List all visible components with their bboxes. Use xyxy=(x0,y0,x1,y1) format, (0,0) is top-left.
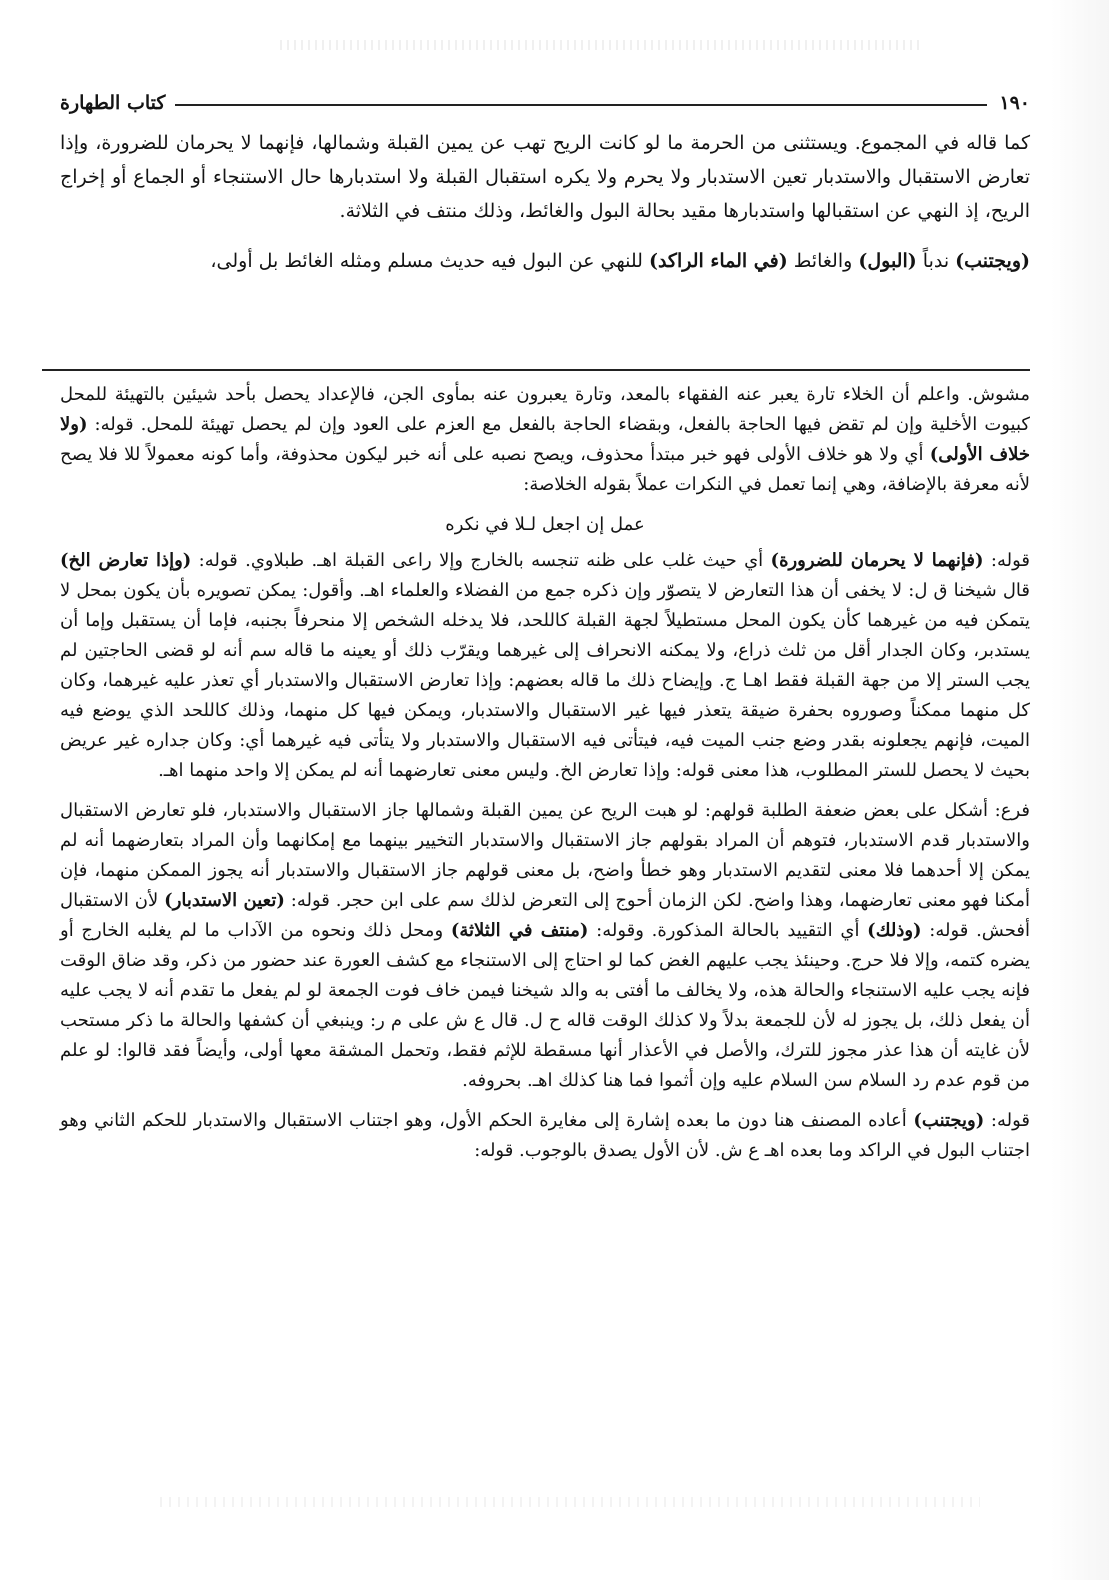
text-run: قال شيخنا ق ل: لا يخفى أن هذا التعارض لا يتصوّر وإن ذكره جمع من الفضلاء والعلماء اهـ. وأقول: يمكن تصويره بأن يكون بمحل لا يتمكن فيه من غيرهما كأن يكون المحل مستطيلاً لجهة القبلة كاللحد، فلا يدخله الشخص إلا منحرفاً بجنبه، فإما أن يستقبل وإما أن يستدبر، وكان الجدار أقل من ثلث ذراع، ولا يمكنه الانحراف إلى غيرهما ويقرّب ذلك أو يعينه ما قاله سم أنه لو قضى الحاجتين لم يجب الستر إلا من جهة القبلة فقط اهـا ج. وإيضاح ذلك ما قاله بعضهم: وإذا تعارض الاستقبال والاستدبار أي تعذر عليه غيرهما، وكان كل منهما ممكناً وصوروه بحفرة ضيقة يتعذر فيها غير الاستقبال والاستدبار، ويمكن فيها كل منهما، وذلك كاللحد الذي يوضع فيه الميت، فإنهم يجعلونه بقدر وضع جنب الميت فيه، فيتأتى فيه الاستقبال والاستدبار ولا يتأتى فيه غيرهما أي: وكان جداره غير عريض بحيث لا يحصل للستر المطلوب، هذا معنى قوله: وإذا تعارض الخ. وليس معنى تعارضهما أنه لم يمكن إلا واحد منهما اهـ. xyxy=(60,580,1030,781)
quoted-term: (تعين الاستدبار) xyxy=(164,890,285,911)
text-run: أي ولا هو خلاف الأولى فهو خبر مبتدأ محذوف، ويصح نصبه على أنه خبر ليكون محذوفة، وأما كونه معمولاً للا فلا يصح لأنه معرفة بالإضافة، وهي إنما تعمل في النكرات عملاً بقوله الخلاصة: xyxy=(60,444,1030,495)
text-run: فرع: أشكل على بعض ضعفة الطلبة قولهم: لو هبت الريح عن يمين القبلة وشمالها جاز الاستقبال والاستدبار، فلو تعارض الاستقبال والاستدبار قدم الاستدبار، فتوهم أن المراد بقولهم جاز الاستقبال والاستدبار التخيير بينهما مع إمكانهما وأن المراد بتعارضهما أنه لم يمكن إلا أحدهما فلا معنى لتقديم الاستدبار وهو خطأ واضح، بل معنى قولهم جاز الاستقبال والاستدبار أنه يجوز الممكن منهما، فإن أمكنا فهو معنى تعارضهما، وهذا واضح. لكن الزمان أحوج إلى التعرض لذلك سم على ابن حجر. قوله: xyxy=(60,800,1030,911)
quoted-term: (ويجتنب) xyxy=(913,1110,985,1131)
text-run: قوله: xyxy=(983,550,1031,571)
header-rule xyxy=(175,104,987,106)
main-text xyxy=(60,126,1030,278)
scan-artifact-top xyxy=(280,40,920,50)
quoted-term: (ولا خلاف الأولى) xyxy=(60,414,1030,465)
note-paragraph xyxy=(60,1106,1030,1166)
scan-artifact-bottom xyxy=(160,1497,980,1507)
text-run: والغائط xyxy=(787,250,859,272)
book-title: كتاب الطهارة xyxy=(60,92,166,114)
text-run: أعاده المصنف هنا دون ما بعده إشارة إلى مغايرة الحكم الأول، وهو اجتناب الاستقبال والاستدبار للحكم الثاني وهو اجتناب البول في الراكد وما بعده اهـ ع ش. لأن الأول يصدق بالوجوب. قوله: xyxy=(60,1110,1030,1161)
note-paragraph xyxy=(60,380,1030,500)
commentary xyxy=(60,380,1030,1166)
matn-term: (ويجتنب) xyxy=(955,250,1030,272)
page-number: ١٩٠ xyxy=(999,92,1030,114)
running-header xyxy=(60,88,1030,118)
text-run: لأن الاستقبال أفحش. قوله: xyxy=(60,890,1030,941)
note-paragraph xyxy=(60,546,1030,786)
text-run: قوله: xyxy=(984,1110,1031,1131)
footnote-separator xyxy=(42,369,1030,371)
quoted-term: (فإنهما لا يحرمان للضرورة) xyxy=(770,550,984,571)
text-run: ومحل ذلك ونحوه من الآداب ما لم يغلبه الخارج أو يضره كتمه، وإلا فلا حرج. وحينئذ يجب عليهم الغض كما لو احتاج إلى الاستنجاء مع كشف العورة عند حضور من ذكر، وقد ضاق الوقت فإنه يجب عليه الاستنجاء والحالة هذه، ولا يخالف ما أفتى به والد شيخنا فيمن خاف فوت الجمعة لو لم يفعل ما تقدم أنه لا يجب عليه أن يفعل ذلك، بل يجوز له لأن للجمعة بدلاً ولا كذلك الوقت قاله ح ل. قال ع ش على م ر: وينبغي أن كشفها والحالة ما ذكر مستحب لأن غايته أن هذا عذر مجوز للترك، والأصل في الأعذار أنها مسقطة للإثم فقط، وتحمل المشقة معها أولى، وأيضاً فقد قالوا: لو علم من قوم عدم رد السلام سن السلام عليه وإن أثموا فما هنا كذلك اهـ. بحروفه. xyxy=(60,920,1030,1091)
note-paragraph xyxy=(60,796,1030,1096)
text-run: مشوش. واعلم أن الخلاء تارة يعبر عنه الفقهاء بالمعد، وتارة يعبرون عنه بمأوى الجن، فالإعداد يحصل بأحد شيئين بالتهيئة للمحل كبيوت الأخلية وإن لم تقض فيها الحاجة بالفعل، وبقضاء الحاجة بالفعل مع العزم على العود وإن لم يحصل تهيئة للمحل. قوله: xyxy=(60,384,1030,435)
scan-shadow-right xyxy=(1051,0,1109,1580)
text-run: ندباً xyxy=(916,250,956,272)
main-paragraph: كما قاله في المجموع. ويستثنى من الحرمة ما لو كانت الريح تهب عن يمين القبلة وشمالها، فإنهما لا يحرمان للضرورة، وإذا تعارض الاستقبال والاستدبار تعين الاستدبار ولا يحرم ولا يكره استقبال القبلة ولا استدبارها حال الاستنجاء أو الجماع أو إخراج الريح، إذ النهي عن استقبالها واستدبارها مقيد بحالة البول والغائط، وذلك منتف في الثلاثة. xyxy=(60,132,1030,222)
text-run: أي حيث غلب على ظنه تنجسه بالخارج وإلا راعى القبلة اهـ. طبلاوي. قوله: xyxy=(191,550,771,571)
quoted-term: (وإذا تعارض الخ) xyxy=(60,550,192,571)
quoted-term: (منتف في الثلاثة) xyxy=(450,920,589,941)
text-run: للنهي عن البول فيه حديث مسلم ومثله الغائط بل أولى، xyxy=(210,250,649,272)
text-run: أي التقييد بالحالة المذكورة. وقوله: xyxy=(588,920,868,941)
main-paragraph xyxy=(60,244,1030,278)
matn-term: (في الماء الراكد) xyxy=(648,250,788,272)
matn-term: (البول) xyxy=(858,250,917,272)
poem-verse: عمل إن اجعل لـلا في نكره xyxy=(445,514,645,535)
quoted-term: (وذلك) xyxy=(867,920,922,941)
